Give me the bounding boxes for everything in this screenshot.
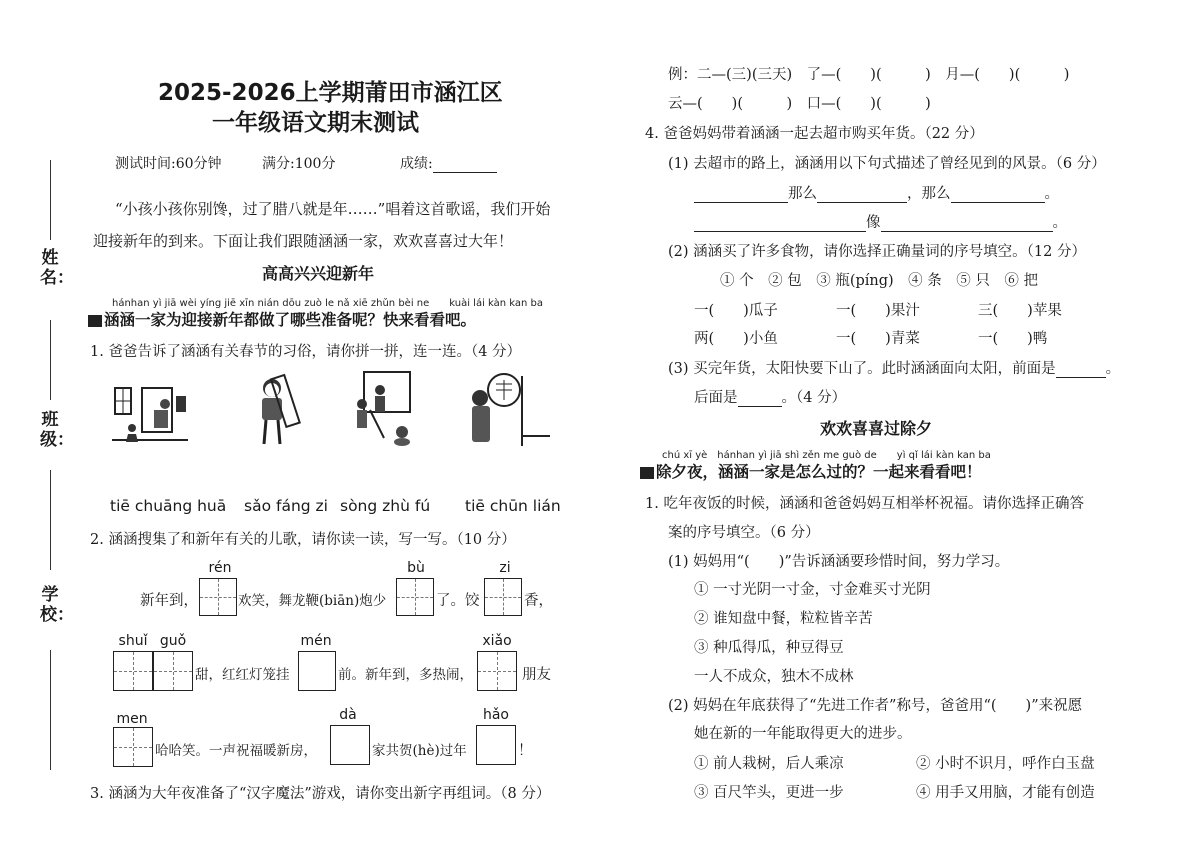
- rhyme-line1-d: 香，: [524, 593, 553, 609]
- rhyme-line3-a: 哈哈笑。一声祝福暖新房，: [155, 743, 317, 759]
- sweeping-family-image: [350, 370, 420, 450]
- measure-word-options: ① 个 ② 包 ③ 瓶(píng) ④ 条 ⑤ 只 ⑥ 把: [720, 273, 1039, 289]
- pinyin-men1: mén: [300, 633, 332, 649]
- writing-box-men2[interactable]: [113, 727, 153, 767]
- writing-box-hao[interactable]: [476, 725, 516, 765]
- writing-box-men1[interactable]: [298, 651, 336, 691]
- sentence-pattern-1: 那么 ，那么 。: [694, 182, 1059, 203]
- example-line1: 例：二—(三)(三天) 了—( )( ) 月—( )( ): [668, 67, 1070, 83]
- window-paper-cutting-image: [110, 370, 190, 450]
- option-2: ② 谁知盘中餐，粒粒皆辛苦: [694, 611, 873, 627]
- example-line2: 云—( )( ) 口—( )( ): [668, 96, 931, 112]
- section2-question: 除夕夜，涵涵一家是怎么过的？一起来看看吧！: [640, 460, 982, 482]
- question-c1-2-b: 她在新的一年能取得更大的进步。: [694, 726, 912, 742]
- rhyme-line1-c: 了。饺: [436, 593, 480, 609]
- writing-box-da[interactable]: [330, 725, 370, 765]
- question-4-3: (3) 买完年货，太阳快要下山了。此时涵涵面向太阳，前面是 。: [668, 361, 1121, 377]
- question-c1: 1. 吃年夜饭的时候，涵涵和爸爸妈妈互相举杯祝福。请你选择正确答: [645, 496, 1084, 512]
- pinyin-guo: guǒ: [159, 633, 187, 649]
- intro-line1: “小孩小孩你别馋，过了腊八就是年……”唱着这首歌谣，我们开始: [115, 200, 551, 218]
- word-tie-chun-lian: tiē chūn lián: [465, 497, 561, 515]
- couplet-boy-image: [250, 370, 310, 450]
- fill-row2-item3: 一( )鸭: [978, 331, 1048, 347]
- proverb-2: ② 小时不识月，呼作白玉盘: [916, 756, 1095, 772]
- option-1: ① 一寸光阴一寸金，寸金难买寸光阴: [694, 582, 931, 598]
- question-3: 3. 涵涵为大年夜准备了“汉字魔法”游戏，请你变出新字再组词。（8 分）: [90, 786, 551, 802]
- name-label: 姓名：: [40, 248, 74, 288]
- section2-title: 欢欢喜喜过除夕: [820, 419, 933, 438]
- rhyme-line2-c: 朋友: [522, 667, 551, 683]
- question-4-3-b: 后面是 。（4 分）: [694, 390, 847, 406]
- rhyme-line2-b: 前。新年到，多热闹，: [338, 667, 473, 683]
- intro-line2: 迎接新年的到来。下面让我们跟随涵涵一家，欢欢喜喜过大年！: [93, 232, 514, 250]
- section1-question: 涵涵一家为迎接新年都做了哪些准备呢？快来看看吧。: [88, 308, 476, 330]
- fill-row2-item2: 一( )青菜: [836, 331, 920, 347]
- rhyme-line3-b: 家共贺(hè)过年: [372, 743, 467, 759]
- question-4-1: (1) 去超市的路上，涵涵用以下句式描述了曾经见到的风景。（6 分）: [668, 156, 1106, 172]
- section2-pinyin: chú xī yè hánhan yì jiā shì zěn me guò de yì qǐ lái kàn kan ba: [662, 450, 991, 461]
- pinyin-bu: bù: [407, 560, 425, 576]
- pinyin-shui: shuǐ: [118, 633, 148, 649]
- full-score: 满分:100分: [262, 156, 336, 172]
- pinyin-ren: rén: [208, 560, 232, 576]
- question-4-2: (2) 涵涵买了许多食物，请你选择正确量词的序号填空。（12 分）: [668, 244, 1086, 260]
- rhyme-line1-b: 欢笑，舞龙鞭(biān)炮少: [238, 593, 387, 609]
- fill-row1-item1: 一( )瓜子: [694, 303, 778, 319]
- word-sao-fang-zi: sǎo fáng zi: [244, 497, 328, 515]
- rhyme-line1-a: 新年到，: [140, 593, 198, 609]
- writing-box-ren[interactable]: [199, 578, 237, 616]
- writing-box-shui[interactable]: [113, 651, 153, 691]
- word-song-zhu-fu: sòng zhù fú: [340, 497, 431, 515]
- pinyin-men2: men: [116, 711, 148, 727]
- sentence-pattern-2: 像 。: [694, 211, 1067, 232]
- word-tie-chuang-hua: tiē chuāng huā: [110, 497, 227, 515]
- question-c1-1: (1) 妈妈用“( )”告诉涵涵要珍惜时间，努力学习。: [668, 554, 1010, 570]
- writing-box-zi[interactable]: [484, 578, 522, 616]
- option-3: ③ 种瓜得瓜，种豆得豆: [694, 640, 844, 656]
- fill-row1-item2: 一( )果汁: [836, 303, 920, 319]
- section1-pinyin: hánhan yì jiā wèi yíng jiē xīn nián dōu zuò le nǎ xiē zhǔn bèi ne kuài lái kàn kan ba: [112, 298, 544, 309]
- score-label: 成绩:: [400, 153, 497, 173]
- proverb-1: ① 前人栽树，后人乘凉: [694, 756, 844, 772]
- class-label: 班级：: [40, 410, 74, 450]
- rhyme-line3-c: ！: [518, 743, 533, 759]
- question-c1-2: (2) 妈妈在年底获得了“先进工作者”称号，爸爸用“( )”来祝愿: [668, 698, 1083, 714]
- pinyin-zi: zi: [499, 560, 511, 576]
- pinyin-da: dà: [339, 707, 357, 723]
- proverb-4: ④ 用手又用脑，才能有创造: [916, 785, 1095, 801]
- proverb-3: ③ 百尺竿头，更进一步: [694, 785, 844, 801]
- school-label: 学校：: [40, 585, 74, 625]
- fu-character-image: [462, 368, 552, 448]
- pinyin-hao: hǎo: [482, 707, 510, 723]
- exam-time: 测试时间:60分钟: [115, 156, 222, 172]
- question-2: 2. 涵涵搜集了和新年有关的儿歌，请你读一读，写一写。（10 分）: [90, 532, 516, 548]
- question-1: 1. 爸爸告诉了涵涵有关春节的习俗，请你拼一拼，连一连。（4 分）: [90, 344, 522, 360]
- writing-box-guo[interactable]: [153, 651, 193, 691]
- exam-title-line2: 一年级语文期末测试: [212, 110, 419, 136]
- question-c1-b: 案的序号填空。（6 分）: [668, 525, 820, 541]
- writing-box-bu[interactable]: [396, 578, 434, 616]
- question-4: 4. 爸爸妈妈带着涵涵一起去超市购买年货。（22 分）: [645, 126, 984, 142]
- writing-box-xiao[interactable]: [477, 651, 517, 691]
- section1-title: 高高兴兴迎新年: [262, 264, 375, 283]
- fill-row1-item3: 三( )苹果: [978, 303, 1062, 319]
- rhyme-line2-a: 甜，红红灯笼挂: [195, 667, 290, 683]
- fill-row2-item1: 两( )小鱼: [694, 331, 778, 347]
- pinyin-xiao: xiǎo: [482, 633, 512, 649]
- option-4: 一人不成众，独木不成林: [694, 669, 854, 685]
- exam-title-line1: 2025-2026上学期莆田市涵江区: [158, 80, 503, 106]
